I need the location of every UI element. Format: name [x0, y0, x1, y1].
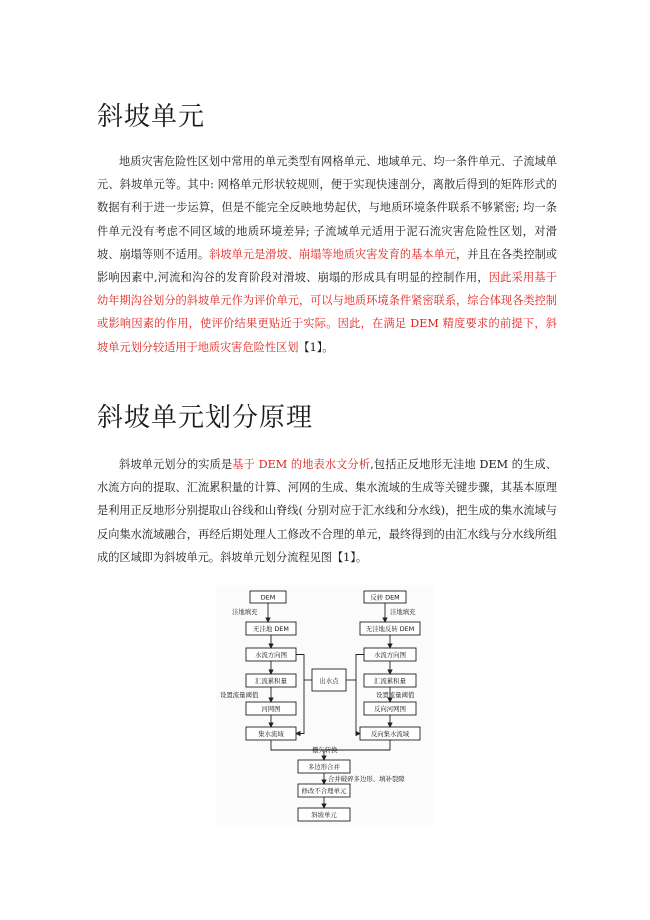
text-run: ,包括正反地形无洼地 DEM 的生成、水流方向的提取、汇流累积量的计算、河网的生成、集水流域的生成等关键步骤，其基本原理是利用正反地形分别提取山谷线和山脊线( 分别对应于汇水线和分水线)，把生成的集水流域与反向集水流域融合，再经后期处理人工修改不合理的单元，最终得到的由汇水线与分水线所组成的区域即为斜坡单元。斜坡单元划分流程见图【1】。 [97, 458, 557, 564]
flowchart-svg [216, 585, 434, 825]
flow-box-nodepression-dem [246, 622, 296, 635]
flow-box-river-network [246, 702, 296, 715]
label-raster-vector: 栅矢转换 [312, 746, 338, 754]
svg-text:汇流累积量: 汇流累积量 [374, 677, 406, 685]
flow-box-catchment [246, 727, 296, 740]
label-threshold-right: 设置流量阈值 [376, 691, 415, 699]
svg-text:河网图: 河网图 [261, 705, 281, 713]
flow-box-accumulation-right [364, 674, 416, 687]
svg-text:无洼地反转 DEM: 无洼地反转 DEM [365, 625, 415, 633]
svg-text:水流方向图: 水流方向图 [255, 651, 287, 659]
text-run: ，并且在各类控制或影响因素中,河流和沟谷的发育阶段对滑坡、崩塌的形成具有明显的控制作用， [97, 247, 557, 285]
highlight-text: 因此采用基于幼年期沟谷划分的斜坡单元作为评价单元，可以与地质环境条件紧密联系，综合体现各类控制或影响因素的作用，使评价结果更贴近于实际。因此，在满足 DEM 精度要求的前提下，斜坡单元划分较适用于地质灾害危险性区划 [97, 271, 557, 354]
label-threshold-left: 设置流量阈值 [220, 691, 259, 699]
svg-text:无洼地 DEM: 无洼地 DEM [253, 625, 289, 633]
flow-box-inverted-dem [364, 591, 406, 603]
flow-box-reverse-river-network [364, 702, 416, 715]
flow-box-dem [250, 591, 286, 603]
flow-box-accumulation-left [246, 674, 296, 687]
flow-box-modify-units [298, 784, 350, 797]
label-fill-right: 洼地填充 [390, 608, 416, 616]
flow-box-slope-unit [298, 808, 350, 821]
paragraph-slope-unit [97, 150, 557, 359]
svg-text:斜坡单元: 斜坡单元 [311, 811, 337, 819]
flow-box-nodepression-inverted-dem [360, 622, 420, 635]
flow-box-flow-direction-right [364, 648, 416, 661]
flow-box-reverse-catchment [360, 727, 420, 740]
label-fill-left: 洼地填充 [232, 608, 258, 616]
section-title-division-principle: 斜坡单元划分原理 [97, 403, 314, 433]
svg-text:出水点: 出水点 [319, 677, 339, 685]
flow-box-polygon-merge [298, 760, 350, 773]
flow-box-pour-point [312, 669, 346, 691]
flow-box-flow-direction-left [246, 648, 296, 661]
svg-text:水流方向图: 水流方向图 [374, 651, 406, 659]
section-title-slope-unit: 斜坡单元 [97, 102, 206, 132]
svg-text:反向河网图: 反向河网图 [374, 705, 406, 713]
svg-text:反向集水流域: 反向集水流域 [370, 730, 410, 738]
paragraph-division-principle [97, 453, 557, 569]
highlight-text: 斜坡单元是滑坡、崩塌等地质灾害发育的基本单元 [209, 247, 457, 261]
svg-text:反转 DEM: 反转 DEM [370, 593, 400, 602]
text-run: 斜坡单元划分的实质是 [119, 458, 233, 471]
label-merge-note: 合并破碎多边形、填补裂隙 [328, 775, 405, 783]
svg-text:DEM: DEM [260, 593, 276, 602]
svg-text:修改不合理单元: 修改不合理单元 [301, 787, 347, 795]
highlight-text: 基于 DEM 的地表水文分析 [232, 458, 371, 471]
svg-text:集水流域: 集水流域 [258, 730, 284, 738]
text-run: 地质灾害危险性区划中常用的单元类型有网格单元、地域单元、均一条件单元、子流域单元、斜坡单元等。其中: 网格单元形状较规则，便于实现快速剖分，离散后得到的矩阵形式的数据有利于进一步运算，但是不能完全反映地势起伏，与地质环境条件联系不够紧密; 均一条件单元没有考虑不同区域的地质环境差异; 子流域单元适用于泥石流灾害危险性区划，对滑坡、崩塌等则不适用。 [97, 155, 557, 261]
slope-unit-flowchart [216, 585, 434, 825]
citation: 【1】。 [298, 340, 334, 354]
svg-text:多边形合并: 多边形合并 [308, 763, 340, 771]
svg-text:汇流累积量: 汇流累积量 [255, 677, 287, 685]
